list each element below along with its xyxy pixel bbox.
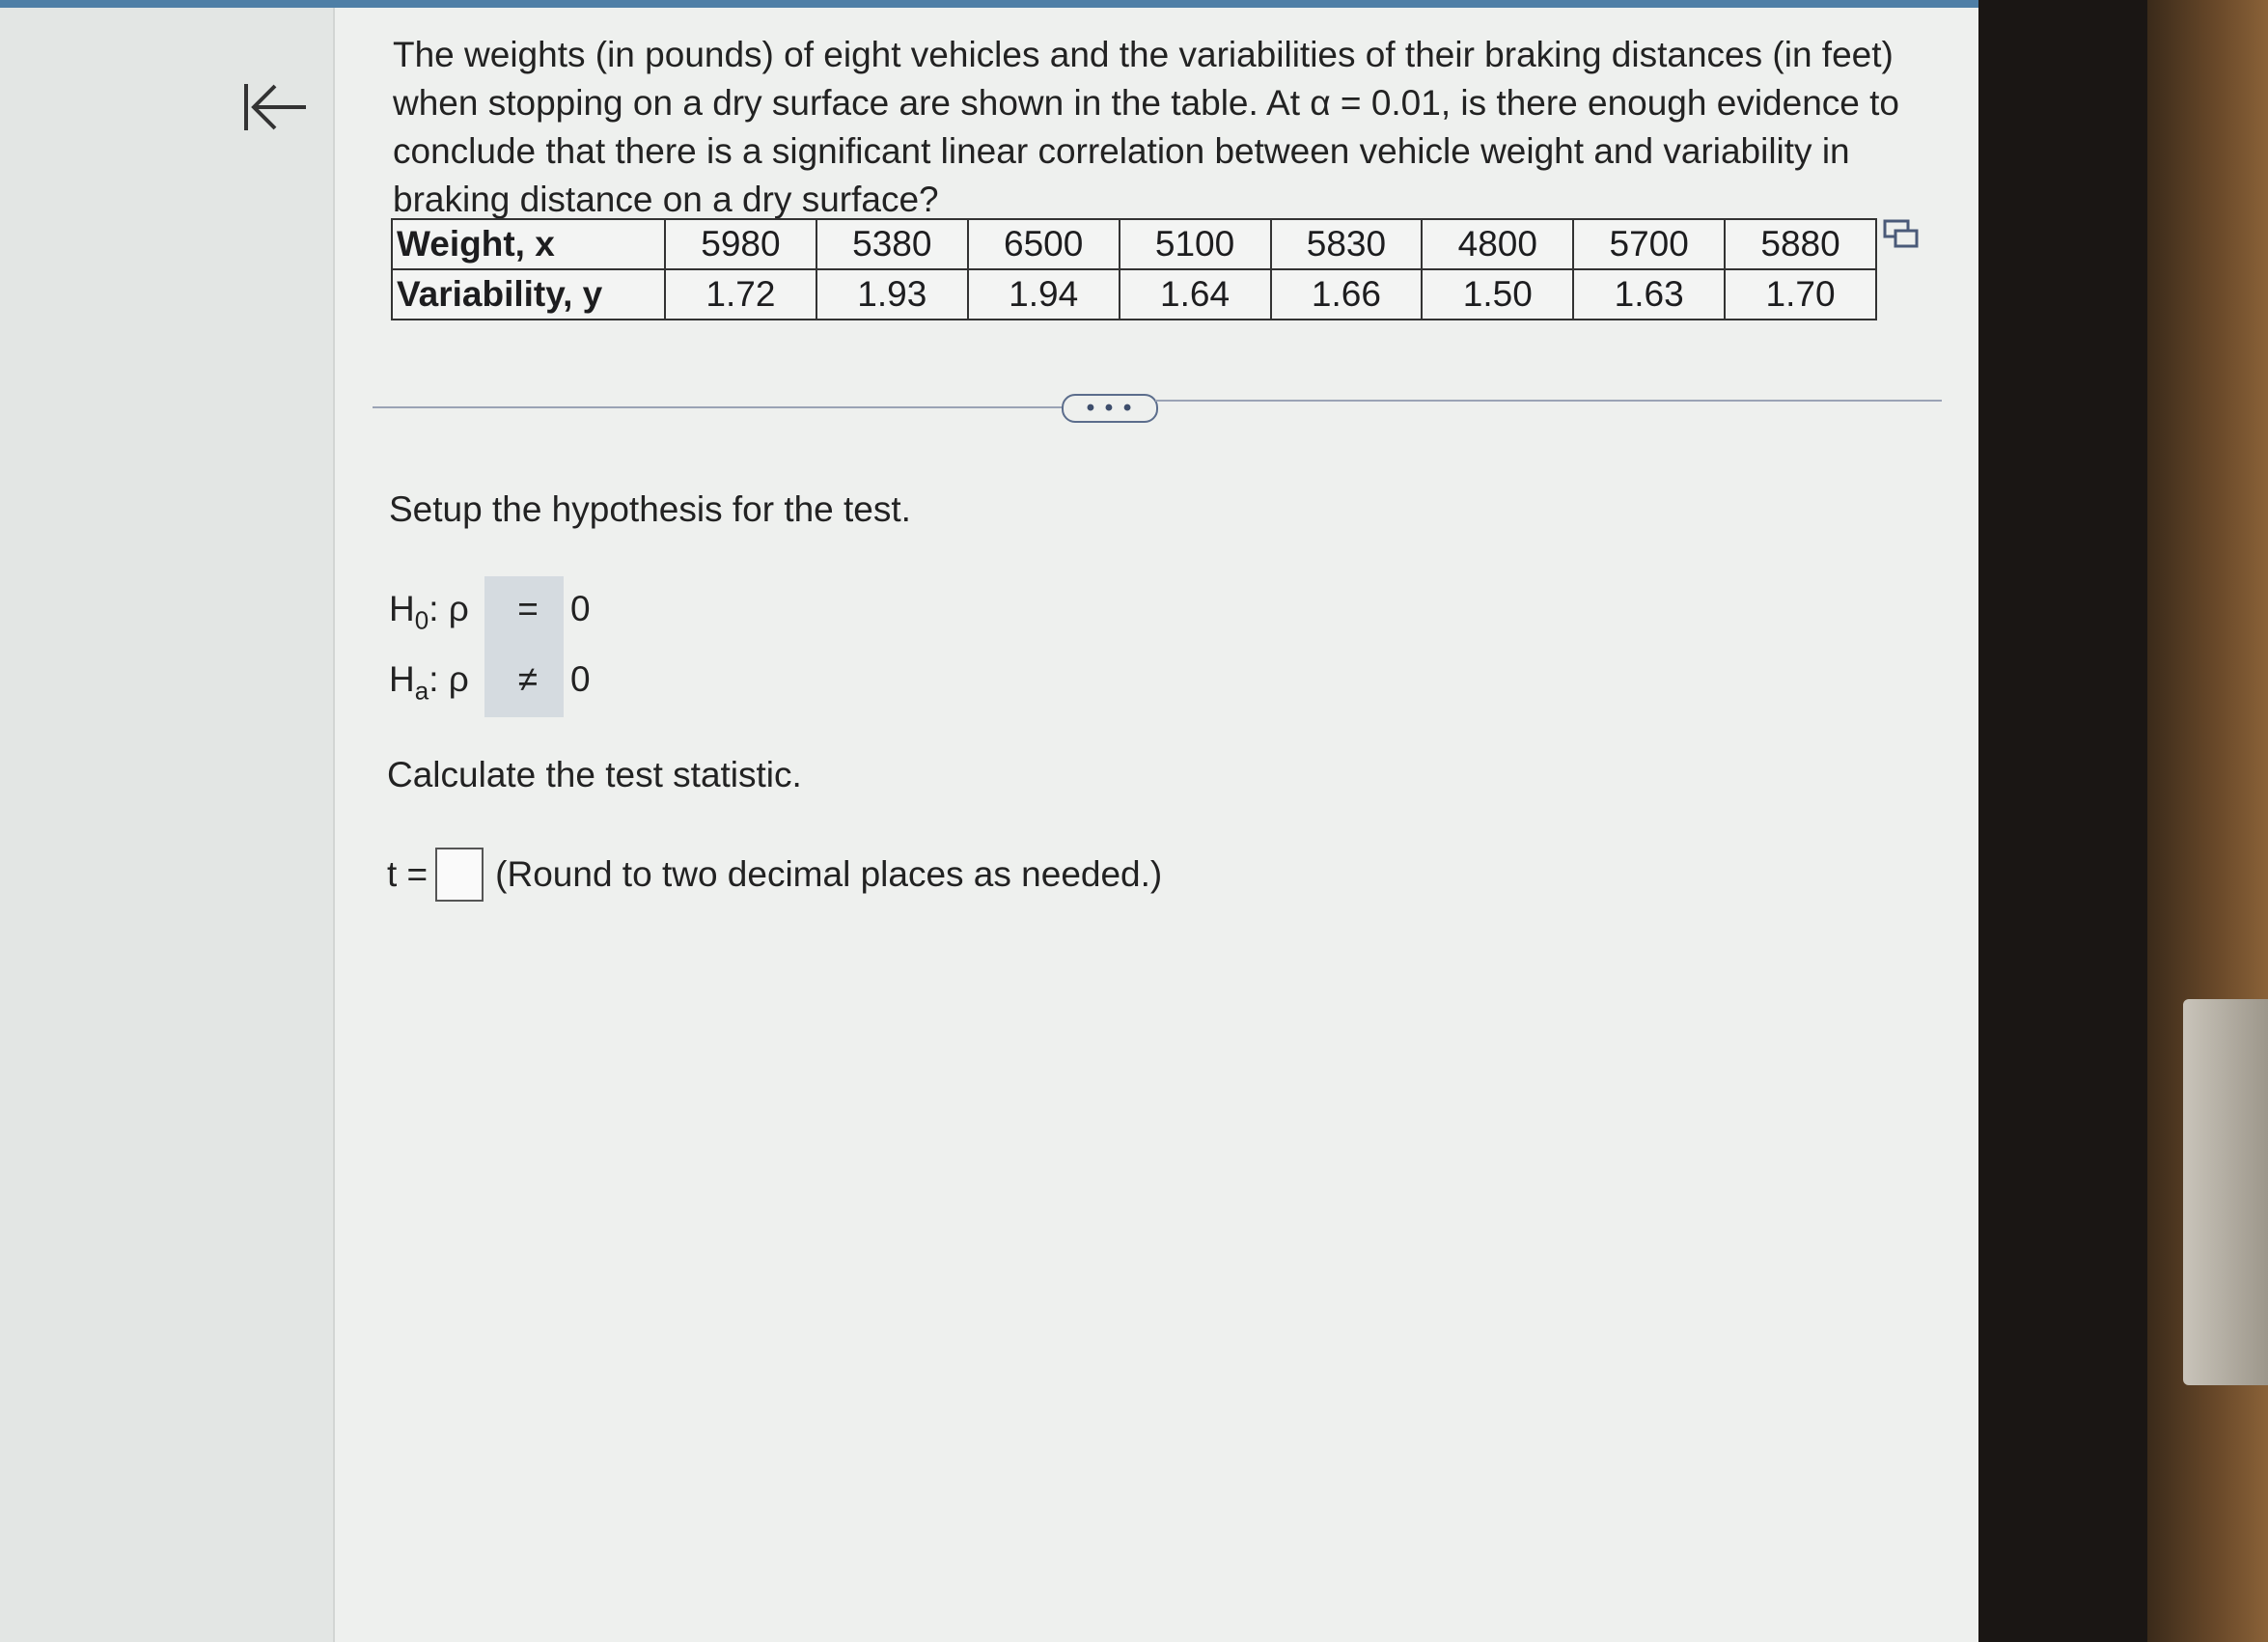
alt-hypothesis-label <box>389 659 485 706</box>
section-divider <box>1155 400 1942 402</box>
table-cell: 5830 <box>1271 219 1423 269</box>
calculate-prompt: Calculate the test statistic. <box>387 755 802 794</box>
background-object <box>2183 999 2268 1385</box>
copy-table-button[interactable] <box>1882 218 1921 257</box>
alternative-hypothesis <box>389 659 591 706</box>
table-cell: 1.66 <box>1271 269 1423 320</box>
null-hypothesis-operator[interactable]: = <box>517 589 539 628</box>
copy-table-icon <box>1882 218 1921 257</box>
alt-hypothesis-value: 0 <box>570 659 591 699</box>
table-cell: 1.50 <box>1422 269 1573 320</box>
data-table <box>391 218 1877 320</box>
answer-row <box>387 848 1162 902</box>
table-cell: 5700 <box>1573 219 1725 269</box>
h0-parameter: : ρ <box>429 589 469 628</box>
null-hypothesis <box>389 589 591 635</box>
null-hypothesis-label <box>389 589 485 635</box>
h0-subscript: 0 <box>414 605 429 635</box>
table-cell: 1.93 <box>816 269 968 320</box>
first-page-arrow-icon <box>240 78 310 136</box>
table-cell: 5380 <box>816 219 968 269</box>
ha-subscript: a <box>414 676 429 706</box>
left-navigation-pane <box>0 8 335 1642</box>
table-cell: 4800 <box>1422 219 1573 269</box>
test-statistic-input[interactable] <box>435 848 484 902</box>
table-cell: 1.64 <box>1120 269 1271 320</box>
rounding-note: (Round to two decimal places as needed.) <box>495 854 1163 894</box>
table-cell: 1.72 <box>665 269 816 320</box>
answer-label: t = <box>387 854 429 894</box>
table-row-variability <box>392 269 1876 320</box>
table-cell: 5880 <box>1725 219 1876 269</box>
ha-letter: H <box>389 659 415 699</box>
background-surface <box>2147 0 2268 1642</box>
h0-letter: H <box>389 589 415 628</box>
row-header-variability: Variability, y <box>392 269 665 320</box>
table-row-weight <box>392 219 1876 269</box>
setup-prompt: Setup the hypothesis for the test. <box>389 489 911 529</box>
ha-parameter: : ρ <box>429 659 469 699</box>
back-to-first-button[interactable] <box>237 70 313 145</box>
null-hypothesis-value: 0 <box>570 589 591 628</box>
table-cell: 6500 <box>968 219 1120 269</box>
table-cell: 1.63 <box>1573 269 1725 320</box>
table-cell: 1.70 <box>1725 269 1876 320</box>
table-cell: 5100 <box>1120 219 1271 269</box>
expand-more-button[interactable]: • • • <box>1062 394 1158 423</box>
table-cell: 1.94 <box>968 269 1120 320</box>
question-text: The weights (in pounds) of eight vehicles and the variabilities of their braking distances (in feet) when stopping on a dry surface are shown in the table. At α = 0.01, is there enough evidence to conclude that there is a significant linear correlation between vehicle weight and variability in braking distance on a dry surface? <box>393 35 1899 219</box>
alt-hypothesis-operator[interactable]: ≠ <box>517 659 539 699</box>
table-cell: 5980 <box>665 219 816 269</box>
top-accent-strip <box>0 0 1978 8</box>
row-header-weight: Weight, x <box>392 219 665 269</box>
section-divider <box>373 406 1063 408</box>
